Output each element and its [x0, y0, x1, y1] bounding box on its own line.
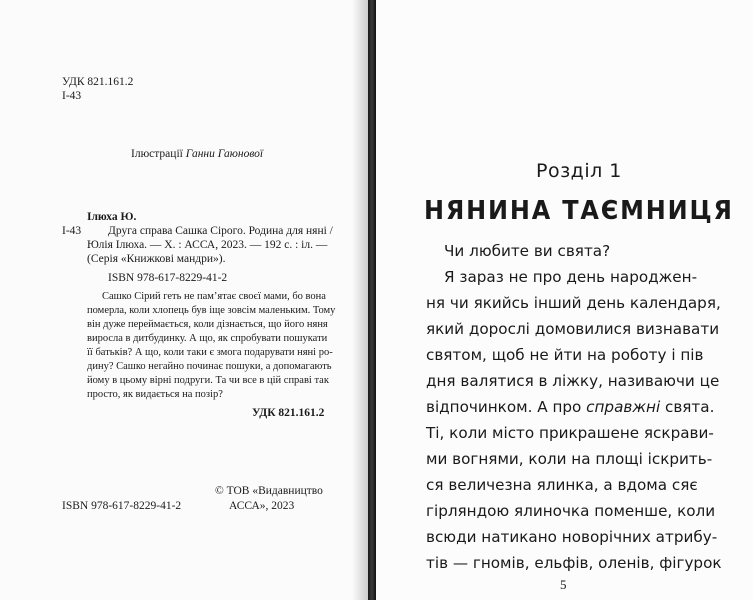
- body-line-emphasis: [426, 394, 714, 420]
- udc-top: УДК 821.161.2: [62, 76, 134, 88]
- isbn-bottom: ISBN 978-617-8229-41-2: [62, 500, 182, 512]
- left-page: [0, 0, 368, 600]
- chapter-label: Розділ 1: [536, 160, 622, 182]
- page-number: 5: [560, 577, 567, 592]
- annotation-line: він дуже переймається, коли дізнається, що його няня: [87, 319, 328, 330]
- body-line: тів — гномів, ельфів, оленів, фігурок: [426, 554, 722, 572]
- gutter-shadow-left: [352, 0, 368, 600]
- copyright-line-1: © ТОВ «Видавництво: [215, 485, 323, 497]
- right-page: [376, 0, 753, 600]
- body-line: гірляндою ялиночка поменше, коли: [426, 502, 716, 520]
- copyright-line-2: АССА», 2023: [229, 500, 295, 512]
- body-line-end: свята.: [660, 398, 715, 416]
- author-mark-top: І-43: [62, 90, 82, 102]
- illustrations-credit: [131, 147, 263, 161]
- annotation-line: Сашко Сірий геть не пам’ятає своєї мами, бо вона: [102, 291, 326, 302]
- body-line: Ті, коли місто прикрашене яскрави-: [426, 424, 714, 442]
- emphasis-word: справжні: [586, 398, 661, 416]
- body-line: ми вогнями, коли на площі іскрить-: [426, 450, 713, 468]
- author-mark: І-43: [62, 225, 82, 237]
- author-heading: Ілюха Ю.: [87, 211, 137, 223]
- annotation-line: виросла в дитбудинку. А що, як спробувати пошукати: [87, 333, 328, 344]
- body-line-start: відпочинком. А про: [426, 398, 587, 416]
- illustrations-prefix: Ілюстрації: [131, 148, 186, 160]
- biblio-line-1: Друга справа Сашка Сірого. Родина для няні /: [108, 225, 333, 237]
- annotation-line: йому в цьому вірні подруги. Та чи все в цій справі так: [87, 375, 329, 386]
- paragraph-1: Чи любите ви свята?: [444, 242, 611, 260]
- annotation-line: дину? Сашко негайно починає пошуки, а допомагають: [87, 361, 332, 372]
- body-line: дня валятися в ліжку, називаючи це: [426, 372, 720, 390]
- isbn-inner: ISBN 978-617-8229-41-2: [108, 272, 228, 284]
- biblio-line-3: (Серія «Книжкові мандри»).: [87, 253, 226, 265]
- annotation-line: її батьків? А що, коли таки є змога подарувати няні ро-: [87, 347, 333, 358]
- body-line: святом, щоб не йти на роботу і пів: [426, 346, 704, 364]
- body-line: всюди натикано новорічних атрибу-: [426, 528, 718, 546]
- body-line: Я зараз не про день народжен-: [444, 268, 698, 286]
- body-line: який дорослі домовилися визнавати: [426, 320, 720, 338]
- biblio-line-2: Юлія Ілюха. — Х. : АССА, 2023. — 192 с. : іл. —: [87, 239, 328, 251]
- book-gutter: [368, 0, 376, 600]
- body-line: ня чи якийсь інший день календаря,: [426, 294, 721, 312]
- chapter-title: НЯНИНА ТАЄМНИЦЯ: [424, 196, 734, 226]
- annotation-line: просто, як видається на позір?: [87, 389, 223, 400]
- body-line: ся величезна ялинка, а вдома сяє: [426, 476, 698, 494]
- illustrator-name: Ганни Гаюнової: [185, 148, 264, 160]
- udc-bottom: УДК 821.161.2: [252, 407, 325, 419]
- annotation-line: померла, коли хлопець був іще зовсім маленьким. Тому: [87, 305, 336, 316]
